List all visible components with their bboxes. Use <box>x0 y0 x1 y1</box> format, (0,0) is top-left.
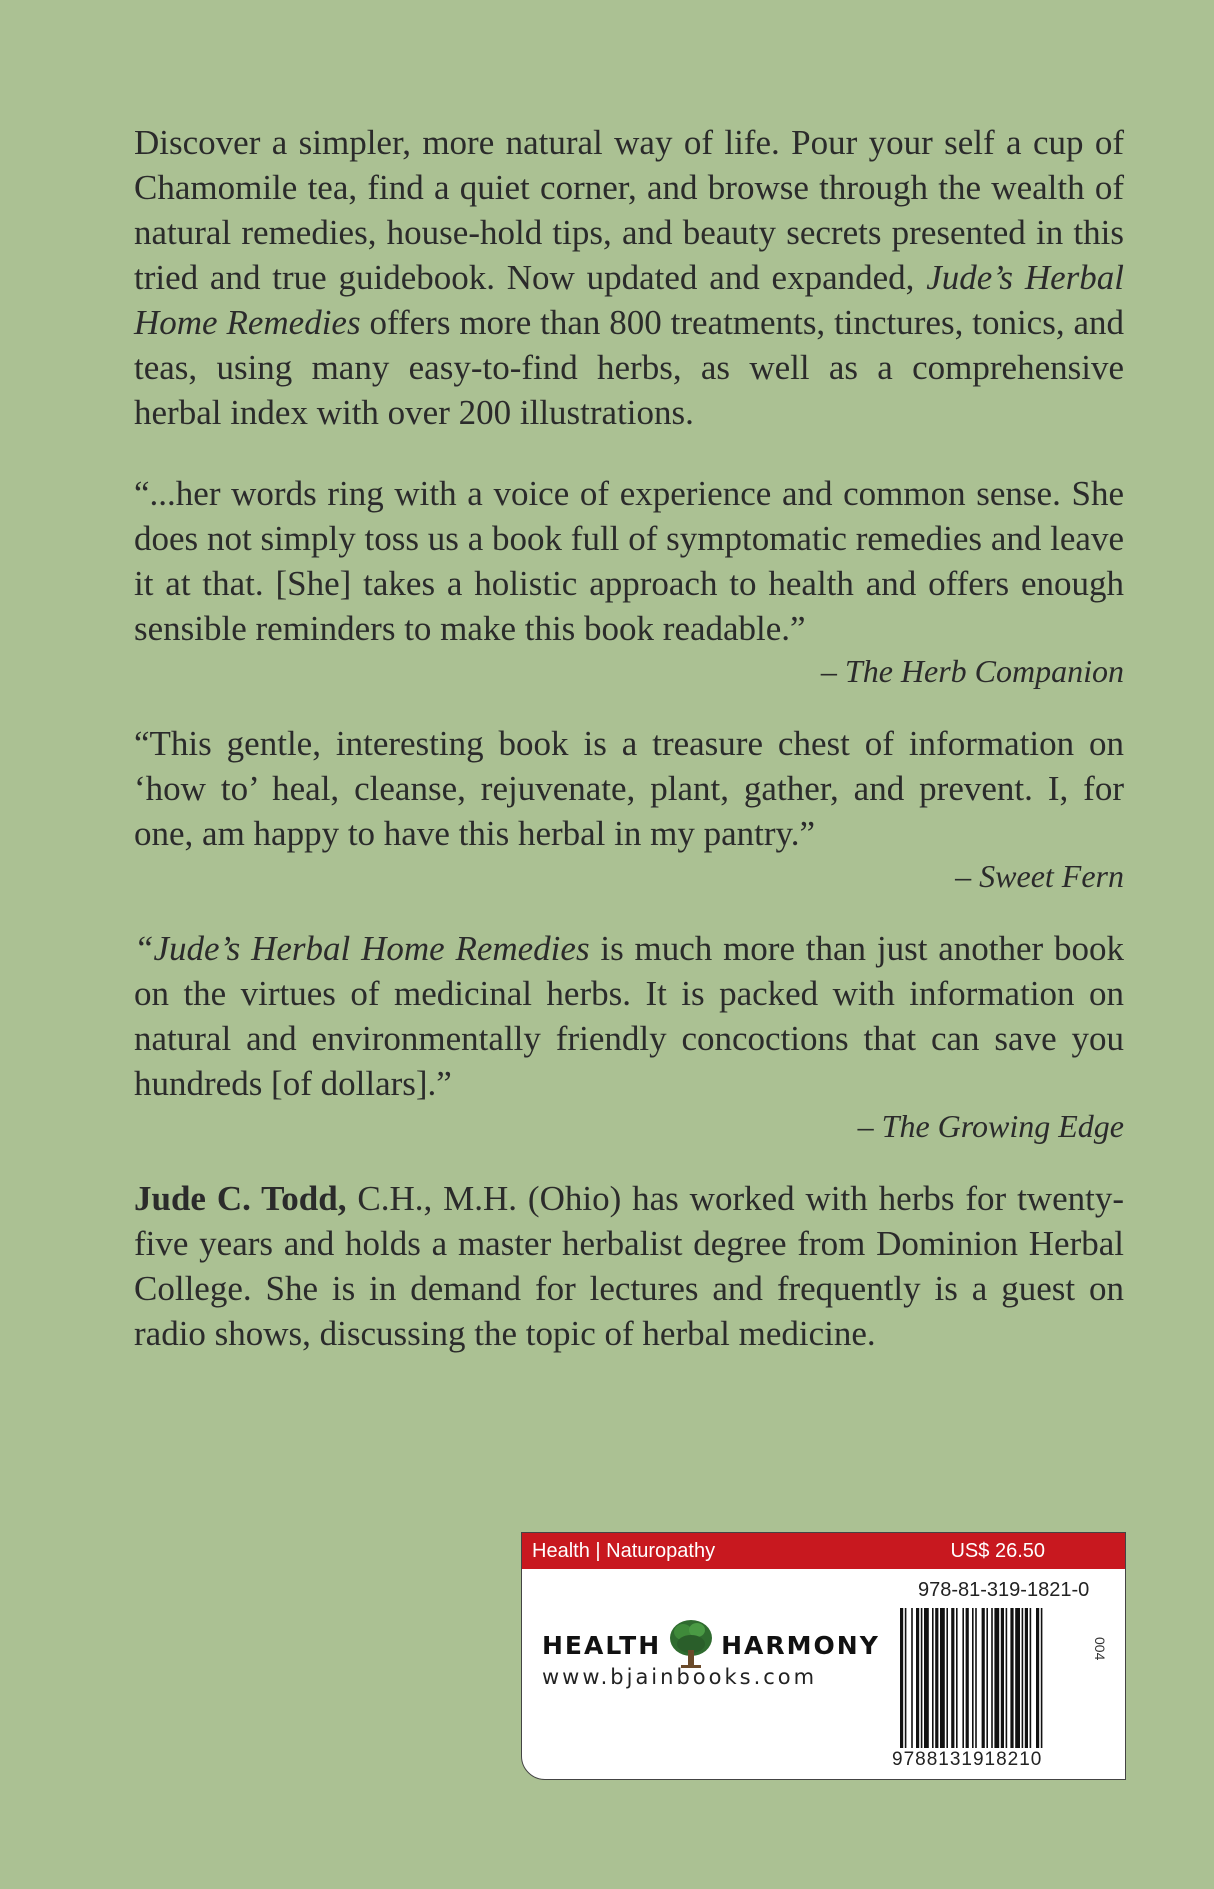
review-quote-3: “Jude’s Herbal Home Remedies is much more than just another book on the virtues of medicinal herbs. It is packed with information on natural and environmentally friendly concoctions that can save you hundreds [of dollars].” <box>134 929 1124 1103</box>
barcode-box <box>521 1532 1126 1780</box>
review-quote-2: “This gentle, interesting book is a treasure chest of information on ‘how to’ heal, cleanse, rejuvenate, plant, gather, and prevent. I, for one, am happy to have this herbal in my pantry.” <box>134 724 1124 853</box>
barcode-number: 9788131918210 <box>892 1749 1043 1770</box>
barcode-addon: 004 <box>1092 1637 1108 1661</box>
author-name: Jude C. Todd, <box>134 1179 347 1218</box>
review-source-1: – The Herb Companion <box>820 653 1124 689</box>
review-source-3: – The Growing Edge <box>857 1108 1124 1144</box>
price-label: US$ 26.50 <box>950 1540 1045 1562</box>
barcode-image <box>900 1608 1096 1748</box>
publisher-website: www.bjainbooks.com <box>542 1665 818 1689</box>
review-source-2: – Sweet Fern <box>955 858 1124 894</box>
book-title-italic: “Jude’s Herbal Home Remedies <box>134 929 590 968</box>
isbn-text: 978-81-319-1821-0 <box>918 1579 1090 1601</box>
category-price-bar <box>522 1533 1125 1569</box>
description-paragraph: Discover a simpler, more natural way of life. Pour your self a cup of Chamomile tea, find a quiet corner, and browse through the wealth of natural remedies, house-hold tips, and beauty secrets presented in this tried and true guidebook. Now updated and expanded, Jude’s Herbal Home Remedies offers more than 800 treatments, tinctures, tonics, and teas, using many easy-to-find herbs, as well as a comprehensive herbal index with over 200 illustrations. <box>134 123 1124 432</box>
publisher-logo: HEALTH HARMONY <box>542 1618 880 1676</box>
category-label: Health | Naturopathy <box>532 1540 716 1562</box>
author-bio: Jude C. Todd, C.H., M.H. (Ohio) has worked with herbs for twenty-five years and holds a master herbalist degree from Dominion Herbal College. She is in demand for lectures and frequently is a guest on radio shows, discussing the topic of herbal medicine. <box>134 1179 1124 1353</box>
back-cover-text <box>134 120 1124 1356</box>
review-quote-1: “...her words ring with a voice of experience and common sense. She does not simply toss us a book full of symptomatic remedies and leave it at that. [She] takes a holistic approach to health and offers enough sensible reminders to make this book readable.” <box>134 474 1124 648</box>
book-title-italic: Jude’s Herbal Home Remedies <box>134 258 1124 342</box>
